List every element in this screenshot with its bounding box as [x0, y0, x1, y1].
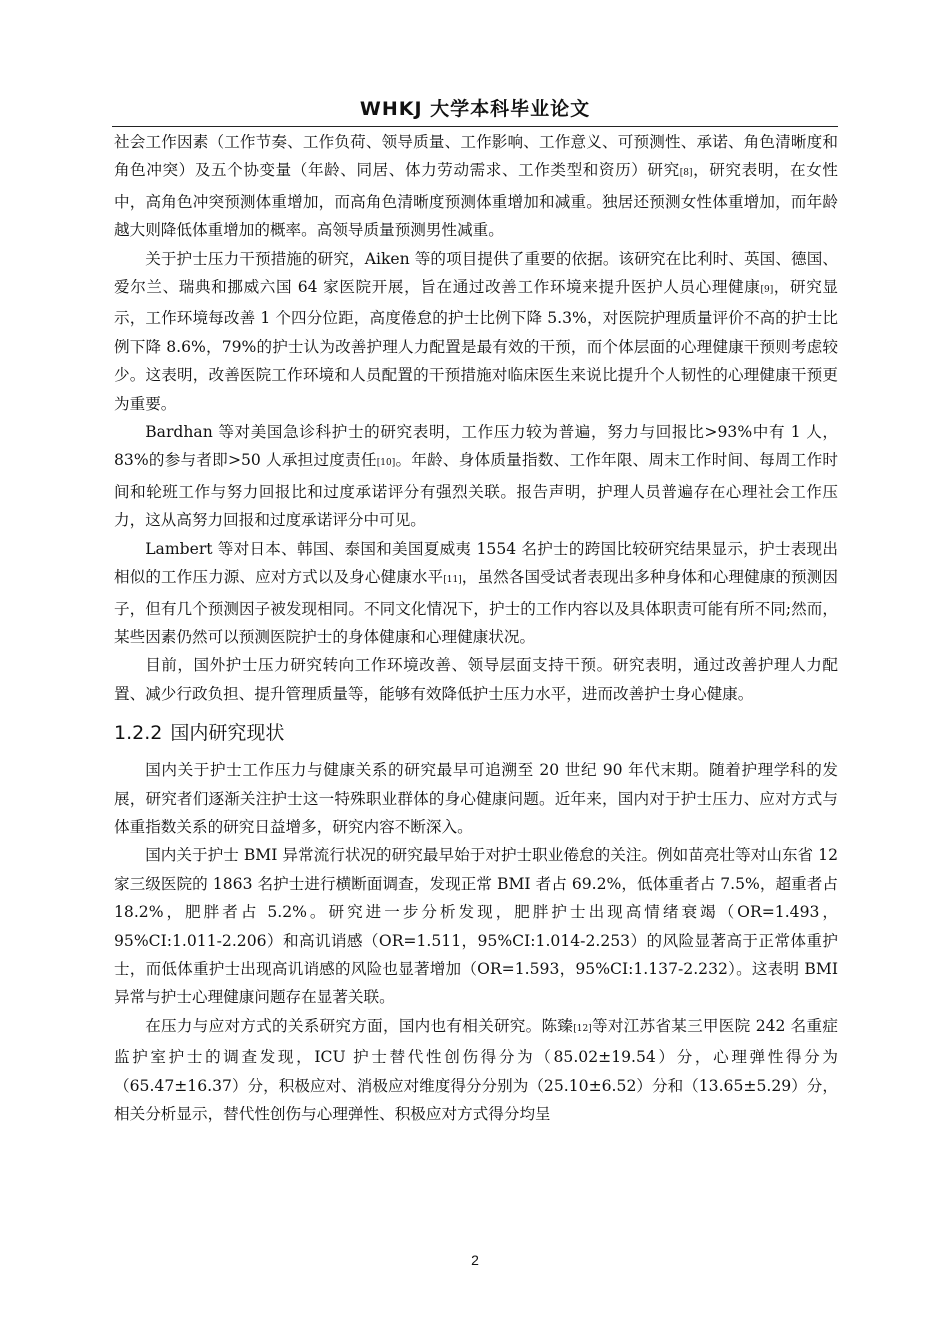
- paragraph: [114, 245, 838, 418]
- paragraph-text: 等对江苏省某三甲医院 242 名重症监护室护士的调查发现，ICU 护士替代性创伤得分为（85.02±19.54）分，心理弹性得分为（65.47±16.37）分，积极应对、消极应对维度得分分别为（25.10±6.52）分和（13.65±5.29）分，相关分析显示，替代性创伤与心理弹性、积极应对方式得分均呈: [114, 1016, 838, 1123]
- citation-ref: [9]: [760, 285, 774, 296]
- paragraph-text: 国内关于护士 BMI 异常流行状况的研究最早始于对护士职业倦怠的关注。例如苗亮壮等对山东省 12 家三级医院的 1863 名护士进行横断面调查，发现正常 BMI 者占 69.2%，低体重者占 7.5%，超重者占 18.2%，肥胖者占 5.2%。研究进一步分析发现，肥胖护士出现高情绪衰竭（OR=1.493，95%CI:1.011-2.206）和高讥诮感（OR=1.511，95%CI:1.014-2.253）的风险显著高于正常体重护士，而低体重护士出现高讥诮感的风险也显著增加（OR=1.593，95%CI:1.137-2.232）。这表明 BMI 异常与护士心理健康问题存在显著关联。: [114, 846, 838, 1007]
- body-text: [114, 128, 838, 1128]
- paragraph-text: 国内关于护士工作压力与健康关系的研究最早可追溯至 20 世纪 90 年代末期。随着护理学科的发展，研究者们逐渐关注护士这一特殊职业群体的身心健康问题。近年来，国内对于护士压力、应对方式与体重指数关系的研究日益增多，研究内容不断深入。: [114, 761, 838, 836]
- paragraphs-before-section: [114, 128, 838, 708]
- paragraph-text: 。年龄、身体质量指数、工作年限、周末工作时间、每周工作时间和轮班工作与努力回报比和过度承诺评分有强烈关联。报告声明，护理人员普遍存在心理社会工作压力，这从高努力回报和过度承诺评分中可见。: [114, 451, 838, 530]
- citation-ref: [12]: [573, 1023, 592, 1034]
- paragraph: [114, 128, 838, 245]
- paragraph-text: ，研究表明，在女性中，高角色冲突预测体重增加，而高角色清晰度预测体重增加和减重。独居还预测女性体重增加，而年龄越大则降低体重增加的概率。高领导质量预测男性减重。: [114, 161, 838, 240]
- header-rule: [112, 126, 838, 127]
- running-header: WHKJ 大学本科毕业论文: [359, 98, 591, 120]
- paragraphs-after-section: [114, 756, 838, 1128]
- paragraph: [114, 756, 838, 841]
- paragraph-text: Bardhan 等对美国急诊科护士的研究表明，工作压力较为普遍，努力与回报比>93%中有 1 人，83%的参与者即>50 人承担过度责任: [114, 423, 838, 470]
- page-number: 2: [471, 1252, 479, 1268]
- paragraph-text: ，研究显示，工作环境每改善 1 个四分位距，高度倦怠的护士比例下降 5.3%，对医院护理质量评价不高的护士比例下降 8.6%，79%的护士认为改善护理人力配置是最有效的干预，而个体层面的心理健康干预则考虑较少。这表明，改善医院工作环境和人员配置的干预措施对临床医生来说比提升个人韧性的心理健康干预更为重要。: [114, 278, 838, 413]
- paragraph-text: 目前，国外护士压力研究转向工作环境改善、领导层面支持干预。研究表明，通过改善护理人力配置、减少行政负担、提升管理质量等，能够有效降低护士压力水平，进而改善护士身心健康。: [114, 656, 838, 703]
- paragraph: [114, 841, 838, 1011]
- paragraph-text: 在压力与应对方式的关系研究方面，国内也有相关研究。陈臻: [145, 1016, 574, 1035]
- section-number: 1.2.2: [114, 722, 163, 745]
- paragraph: [114, 418, 838, 535]
- citation-ref: [11]: [443, 575, 462, 586]
- paragraph-text: Lambert 等对日本、韩国、泰国和美国夏威夷 1554 名护士的跨国比较研究结果显示，护士表现出相似的工作压力源、应对方式以及身心健康水平: [114, 539, 838, 587]
- paragraph-text: 关于护士压力干预措施的研究，Aiken 等的项目提供了重要的依据。该研究在比利时、英国、德国、爱尔兰、瑞典和挪威六国 64 家医院开展，旨在通过改善工作环境来提升医护人员心理健康: [114, 249, 838, 297]
- paragraph: [114, 535, 838, 652]
- paragraph: [114, 1012, 838, 1129]
- paragraph-text: 社会工作因素（工作节奏、工作负荷、领导质量、工作影响、工作意义、可预测性、承诺、角色清晰度和角色冲突）及五个协变量（年龄、同居、体力劳动需求、工作类型和资历）研究: [114, 133, 838, 180]
- paragraph-text: ，虽然各国受试者表现出多种身体和心理健康的预测因子，但有几个预测因子被发现相同。不同文化情况下，护士的工作内容以及具体职责可能有所不同;然而，某些因素仍然可以预测医院护士的身体健康和心理健康状况。: [114, 568, 838, 646]
- citation-ref: [10]: [376, 458, 396, 469]
- section-title: 国内研究现状: [170, 722, 285, 745]
- citation-ref: [8]: [679, 168, 693, 179]
- paragraph: [114, 651, 838, 708]
- section-heading: [114, 718, 838, 748]
